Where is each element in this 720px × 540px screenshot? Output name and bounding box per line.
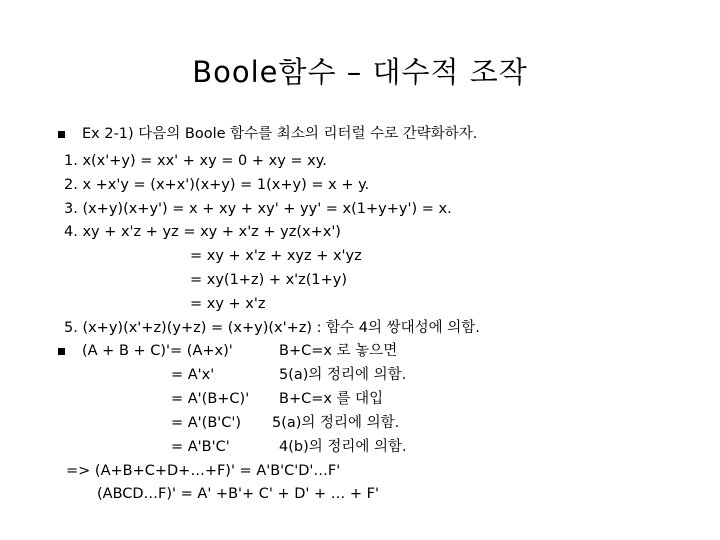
step-2: 2. x +x'y = (x+x')(x+y) = 1(x+y) = x + y. — [64, 177, 370, 193]
slide-title: Boole함수 – 대수적 조작 — [192, 55, 528, 89]
step-1: 1. x(x'+y) = xx' + xy = 0 + xy = xy. — [64, 153, 327, 169]
step-4-cont-2: = xy(1+z) + x'z(1+y) — [190, 272, 348, 288]
step-4: 4. xy + x'z + yz = xy + x'z + yz(x+x') — [64, 224, 341, 240]
step-3: 3. (x+y)(x+y') = x + xy + xy' + yy' = x(1+y+y') = x. — [64, 201, 452, 217]
demorgan-note-3: B+C=x 를 대입 — [279, 391, 384, 407]
demorgan-note-2: 5(a)의 정리에 의함. — [279, 367, 407, 383]
demorgan-note-1: B+C=x 로 놓으면 — [279, 343, 398, 359]
bullet-icon — [58, 131, 65, 138]
step-4-cont-3: = xy + x'z — [190, 296, 266, 312]
bullet-icon — [58, 348, 65, 355]
demorgan-step-4: = A'(B'C') — [171, 415, 242, 431]
step-4-cont-1: = xy + x'z + xyz + x'yz — [190, 248, 362, 264]
demorgan-start: (A + B + C)'= (A+x)' — [82, 343, 233, 359]
example-heading: Ex 2-1) 다음의 Boole 함수를 최소의 리터럴 수로 간략화하자. — [82, 126, 478, 142]
step-5: 5. (x+y)(x'+z)(y+z) = (x+y)(x'+z) : 함수 4의 쌍대성에 의함. — [64, 320, 480, 336]
generalization-2: (ABCD…F)' = A' +B'+ C' + D' + … + F' — [97, 486, 379, 502]
demorgan-step-2: = A'x' — [171, 367, 215, 383]
demorgan-note-4: 5(a)의 정리에 의함. — [272, 415, 400, 431]
demorgan-note-5: 4(b)의 정리에 의함. — [279, 439, 407, 455]
demorgan-step-5: = A'B'C' — [171, 439, 230, 455]
generalization-1: => (A+B+C+D+…+F)' = A'B'C'D'…F' — [66, 463, 341, 479]
demorgan-step-3: = A'(B+C)' — [171, 391, 250, 407]
